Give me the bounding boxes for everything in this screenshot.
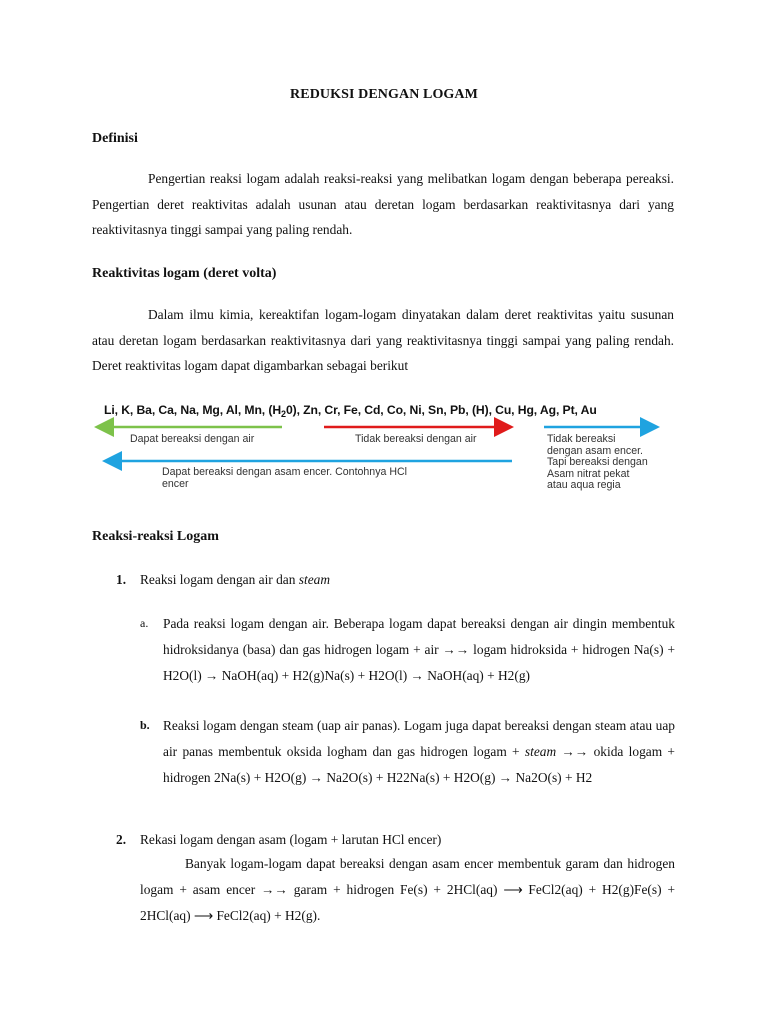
heading-reaktivitas: Reaktivitas logam (deret volta) bbox=[92, 266, 277, 281]
sub-item-letter: b. bbox=[140, 718, 150, 732]
sub-item-letter: a. bbox=[140, 616, 149, 630]
list-item-text: Rekasi logam dengan asam (logam + larutan HCl encer) bbox=[140, 832, 442, 847]
sub-item-a bbox=[140, 616, 675, 688]
paragraph-item-2: Banyak logam-logam dapat bereaksi dengan asam encer membentuk garam dan hidrogen logam + asam encer →→ garam + hidrogen Fe(s) + 2HCl(aq) ⟶ FeCl2(aq) + H2(g)Fe(s) + 2HCl(aq) ⟶ FeCl2(aq) + H2(g). bbox=[140, 856, 675, 923]
sub-item-a-text: Pada reaksi logam dengan air. Beberapa logam dapat bereaksi dengan air dingin membentuk hidroksidanya (basa) dan gas hidrogen logam + air →→ logam hidroksida + hidrogen Na(s) + H2O(l) → NaOH(aq) + H2(g)Na(s) + H2O(l) → NaOH(aq) + H2(g) bbox=[163, 616, 675, 683]
volta-series-diagram bbox=[92, 396, 674, 514]
paragraph-definisi: Pengertian reaksi logam adalah reaksi-reaksi yang melibatkan logam dengan beberapa pereaksi. Pengertian deret reaktivitas adalah usunan atau deretan logam berdasarkan reaktivitasnya dari yang reaktivitasnya tinggi sampai yang paling rendah. bbox=[92, 171, 674, 238]
heading-definisi: Definisi bbox=[92, 131, 138, 146]
list-number: 2. bbox=[116, 832, 127, 847]
volta-series-text: Li, K, Ba, Ca, Na, Mg, Al, Mn, $(H_20)$, Zn, Cr, Fe, Cd, Co, Ni, Sn, Pb, (H), Cu, Hg, Ag, Pt, Au bbox=[104, 403, 597, 419]
sub-item-b-text: Reaksi logam dengan steam (uap air panas). Logam juga dapat bereaksi dengan steam atau uap air panas membentuk oksida logham dan gas hidrogen logam + steam →→ okida logam + hidrogen 2Na(s) + H2O(g) → Na2O(s) + H22Na(s) + H2O(g) → Na2O(s) + H2 bbox=[163, 718, 675, 785]
list-number: 1. bbox=[116, 572, 127, 587]
sub-item-b bbox=[140, 718, 675, 790]
paragraph-reaktivitas: Dalam ilmu kimia, kereaktifan logam-logam dinyatakan dalam deret reaktivitas yaitu susunan atau deretan logam berdasarkan reaktivitasnya dari yang reaktivitasnya tinggi sampai yang paling rendah. Deret reaktivitas logam dapat digambarkan sebagai berikut bbox=[92, 307, 674, 374]
heading-reaksi-logam: Reaksi-reaksi Logam bbox=[92, 529, 219, 544]
label-blue: Dapat bereaksi dengan asam encer. Contohnya HCl encer bbox=[162, 466, 407, 490]
label-green: Dapat bereaksi dengan air bbox=[130, 433, 255, 445]
label-red: Tidak bereaksi dengan air bbox=[355, 433, 477, 445]
list-item-text: Reaksi logam dengan air dan steam bbox=[140, 572, 331, 587]
document-title: REDUKSI DENGAN LOGAM bbox=[290, 87, 478, 102]
label-right: Tidak bereaksi dengan asam encer. Tapi bereaksi dengan Asam nitrat pekat atau aqua regia bbox=[547, 433, 648, 491]
